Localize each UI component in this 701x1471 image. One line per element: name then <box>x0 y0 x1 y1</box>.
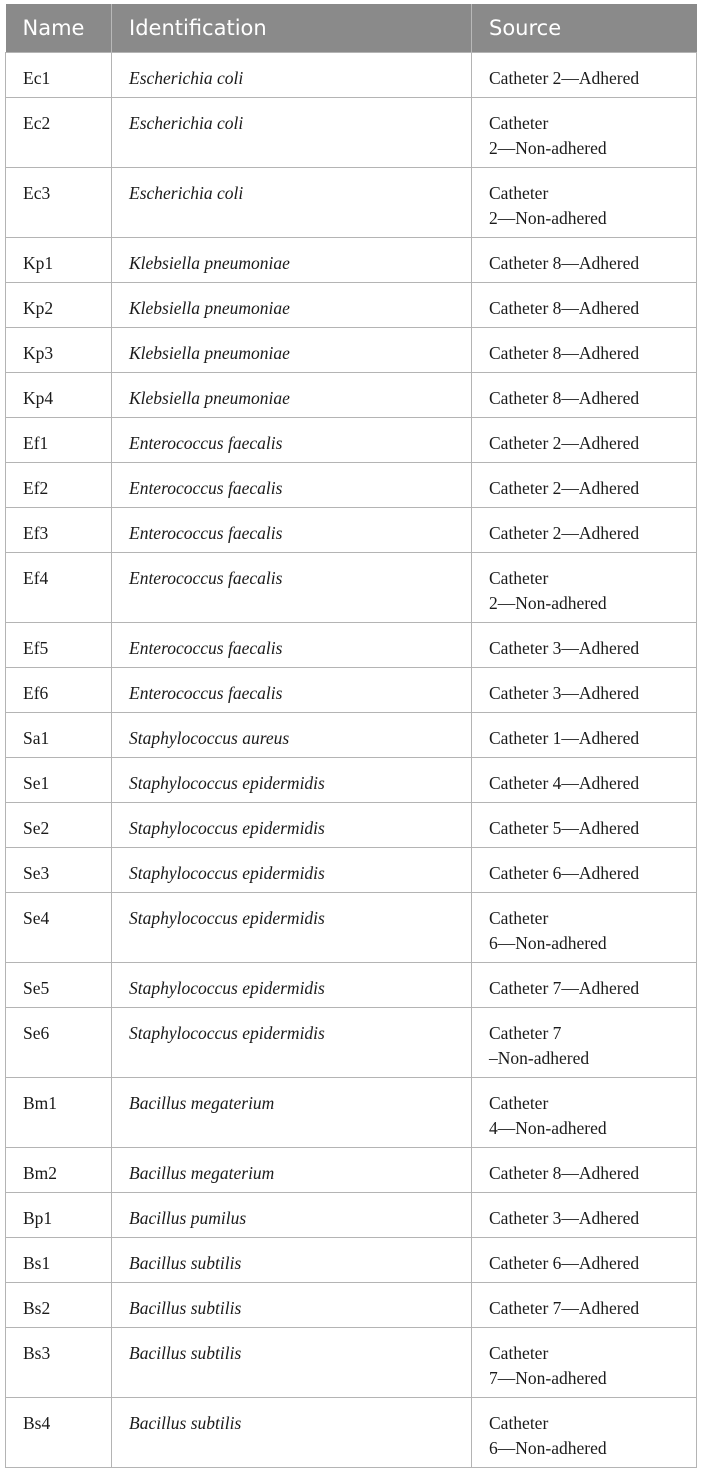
cell-name: Kp4 <box>6 372 112 417</box>
cell-name: Ec2 <box>6 97 112 167</box>
cell-identification: Enterococcus faecalis <box>112 507 472 552</box>
cell-source: Catheter 6—Non-adhered <box>472 892 697 962</box>
cell-identification: Bacillus subtilis <box>112 1397 472 1467</box>
cell-name: Ec1 <box>6 52 112 97</box>
table-body <box>6 52 697 1467</box>
cell-source: Catheter 8—Adhered <box>472 1147 697 1192</box>
cell-source: Catheter 2—Adhered <box>472 52 697 97</box>
cell-identification: Escherichia coli <box>112 52 472 97</box>
cell-identification: Klebsiella pneumoniae <box>112 327 472 372</box>
isolates-table <box>5 4 697 1468</box>
table-row <box>6 1397 697 1467</box>
table-row <box>6 417 697 462</box>
table-row <box>6 237 697 282</box>
cell-name: Sa1 <box>6 712 112 757</box>
cell-identification: Klebsiella pneumoniae <box>112 282 472 327</box>
table-row <box>6 962 697 1007</box>
cell-source: Catheter 8—Adhered <box>472 372 697 417</box>
table-row <box>6 462 697 507</box>
cell-name: Ec3 <box>6 167 112 237</box>
cell-name: Ef3 <box>6 507 112 552</box>
cell-source: Catheter 7 –Non-adhered <box>472 1007 697 1077</box>
column-header-source: Source <box>472 4 697 52</box>
table-row <box>6 327 697 372</box>
table-row <box>6 1282 697 1327</box>
cell-identification: Enterococcus faecalis <box>112 552 472 622</box>
table-row <box>6 757 697 802</box>
cell-name: Bs2 <box>6 1282 112 1327</box>
cell-name: Bs4 <box>6 1397 112 1467</box>
cell-source: Catheter 6—Adhered <box>472 847 697 892</box>
cell-identification: Bacillus megaterium <box>112 1077 472 1147</box>
cell-name: Se3 <box>6 847 112 892</box>
cell-name: Ef4 <box>6 552 112 622</box>
table-row <box>6 1327 697 1397</box>
table-row <box>6 1077 697 1147</box>
cell-source: Catheter 2—Adhered <box>472 507 697 552</box>
cell-source: Catheter 6—Adhered <box>472 1237 697 1282</box>
cell-name: Ef2 <box>6 462 112 507</box>
cell-name: Ef5 <box>6 622 112 667</box>
table-row <box>6 1147 697 1192</box>
cell-identification: Escherichia coli <box>112 167 472 237</box>
table-row <box>6 372 697 417</box>
header-row <box>6 4 697 52</box>
cell-source: Catheter 1—Adhered <box>472 712 697 757</box>
table-row <box>6 1007 697 1077</box>
cell-source: Catheter 2—Adhered <box>472 417 697 462</box>
table-row <box>6 847 697 892</box>
cell-name: Kp2 <box>6 282 112 327</box>
cell-identification: Bacillus pumilus <box>112 1192 472 1237</box>
cell-identification: Bacillus subtilis <box>112 1282 472 1327</box>
cell-identification: Staphylococcus epidermidis <box>112 892 472 962</box>
cell-source: Catheter 8—Adhered <box>472 237 697 282</box>
cell-identification: Staphylococcus aureus <box>112 712 472 757</box>
cell-identification: Bacillus subtilis <box>112 1327 472 1397</box>
cell-name: Bp1 <box>6 1192 112 1237</box>
cell-source: Catheter 2—Non-adhered <box>472 552 697 622</box>
cell-identification: Klebsiella pneumoniae <box>112 237 472 282</box>
cell-name: Ef1 <box>6 417 112 462</box>
cell-identification: Staphylococcus epidermidis <box>112 962 472 1007</box>
cell-identification: Enterococcus faecalis <box>112 622 472 667</box>
table-row <box>6 1192 697 1237</box>
column-header-identification: Identification <box>112 4 472 52</box>
cell-name: Se6 <box>6 1007 112 1077</box>
cell-name: Ef6 <box>6 667 112 712</box>
cell-source: Catheter 3—Adhered <box>472 667 697 712</box>
cell-name: Kp3 <box>6 327 112 372</box>
table-row <box>6 52 697 97</box>
cell-identification: Klebsiella pneumoniae <box>112 372 472 417</box>
cell-identification: Staphylococcus epidermidis <box>112 757 472 802</box>
cell-name: Bm1 <box>6 1077 112 1147</box>
cell-source: Catheter 5—Adhered <box>472 802 697 847</box>
table-row <box>6 892 697 962</box>
table-row <box>6 1237 697 1282</box>
table-header <box>6 4 697 52</box>
table-row <box>6 622 697 667</box>
table-row <box>6 282 697 327</box>
table-row <box>6 802 697 847</box>
cell-source: Catheter 2—Non-adhered <box>472 97 697 167</box>
cell-name: Bs1 <box>6 1237 112 1282</box>
cell-source: Catheter 7—Adhered <box>472 1282 697 1327</box>
cell-source: Catheter 2—Non-adhered <box>472 167 697 237</box>
cell-source: Catheter 3—Adhered <box>472 1192 697 1237</box>
table-row <box>6 507 697 552</box>
cell-identification: Enterococcus faecalis <box>112 462 472 507</box>
column-header-name: Name <box>6 4 112 52</box>
table-row <box>6 97 697 167</box>
cell-name: Bm2 <box>6 1147 112 1192</box>
cell-source: Catheter 8—Adhered <box>472 282 697 327</box>
cell-source: Catheter 8—Adhered <box>472 327 697 372</box>
cell-name: Se2 <box>6 802 112 847</box>
cell-source: Catheter 6—Non-adhered <box>472 1397 697 1467</box>
cell-identification: Bacillus subtilis <box>112 1237 472 1282</box>
cell-identification: Enterococcus faecalis <box>112 417 472 462</box>
cell-name: Bs3 <box>6 1327 112 1397</box>
cell-source: Catheter 4—Adhered <box>472 757 697 802</box>
table-row <box>6 712 697 757</box>
cell-source: Catheter 7—Non-adhered <box>472 1327 697 1397</box>
cell-source: Catheter 2—Adhered <box>472 462 697 507</box>
table-row <box>6 667 697 712</box>
cell-identification: Bacillus megaterium <box>112 1147 472 1192</box>
cell-identification: Staphylococcus epidermidis <box>112 847 472 892</box>
cell-source: Catheter 7—Adhered <box>472 962 697 1007</box>
cell-name: Kp1 <box>6 237 112 282</box>
table-row <box>6 167 697 237</box>
cell-name: Se5 <box>6 962 112 1007</box>
cell-identification: Enterococcus faecalis <box>112 667 472 712</box>
cell-identification: Staphylococcus epidermidis <box>112 802 472 847</box>
cell-source: Catheter 4—Non-adhered <box>472 1077 697 1147</box>
table-row <box>6 552 697 622</box>
cell-identification: Staphylococcus epidermidis <box>112 1007 472 1077</box>
cell-name: Se1 <box>6 757 112 802</box>
cell-identification: Escherichia coli <box>112 97 472 167</box>
cell-source: Catheter 3—Adhered <box>472 622 697 667</box>
cell-name: Se4 <box>6 892 112 962</box>
